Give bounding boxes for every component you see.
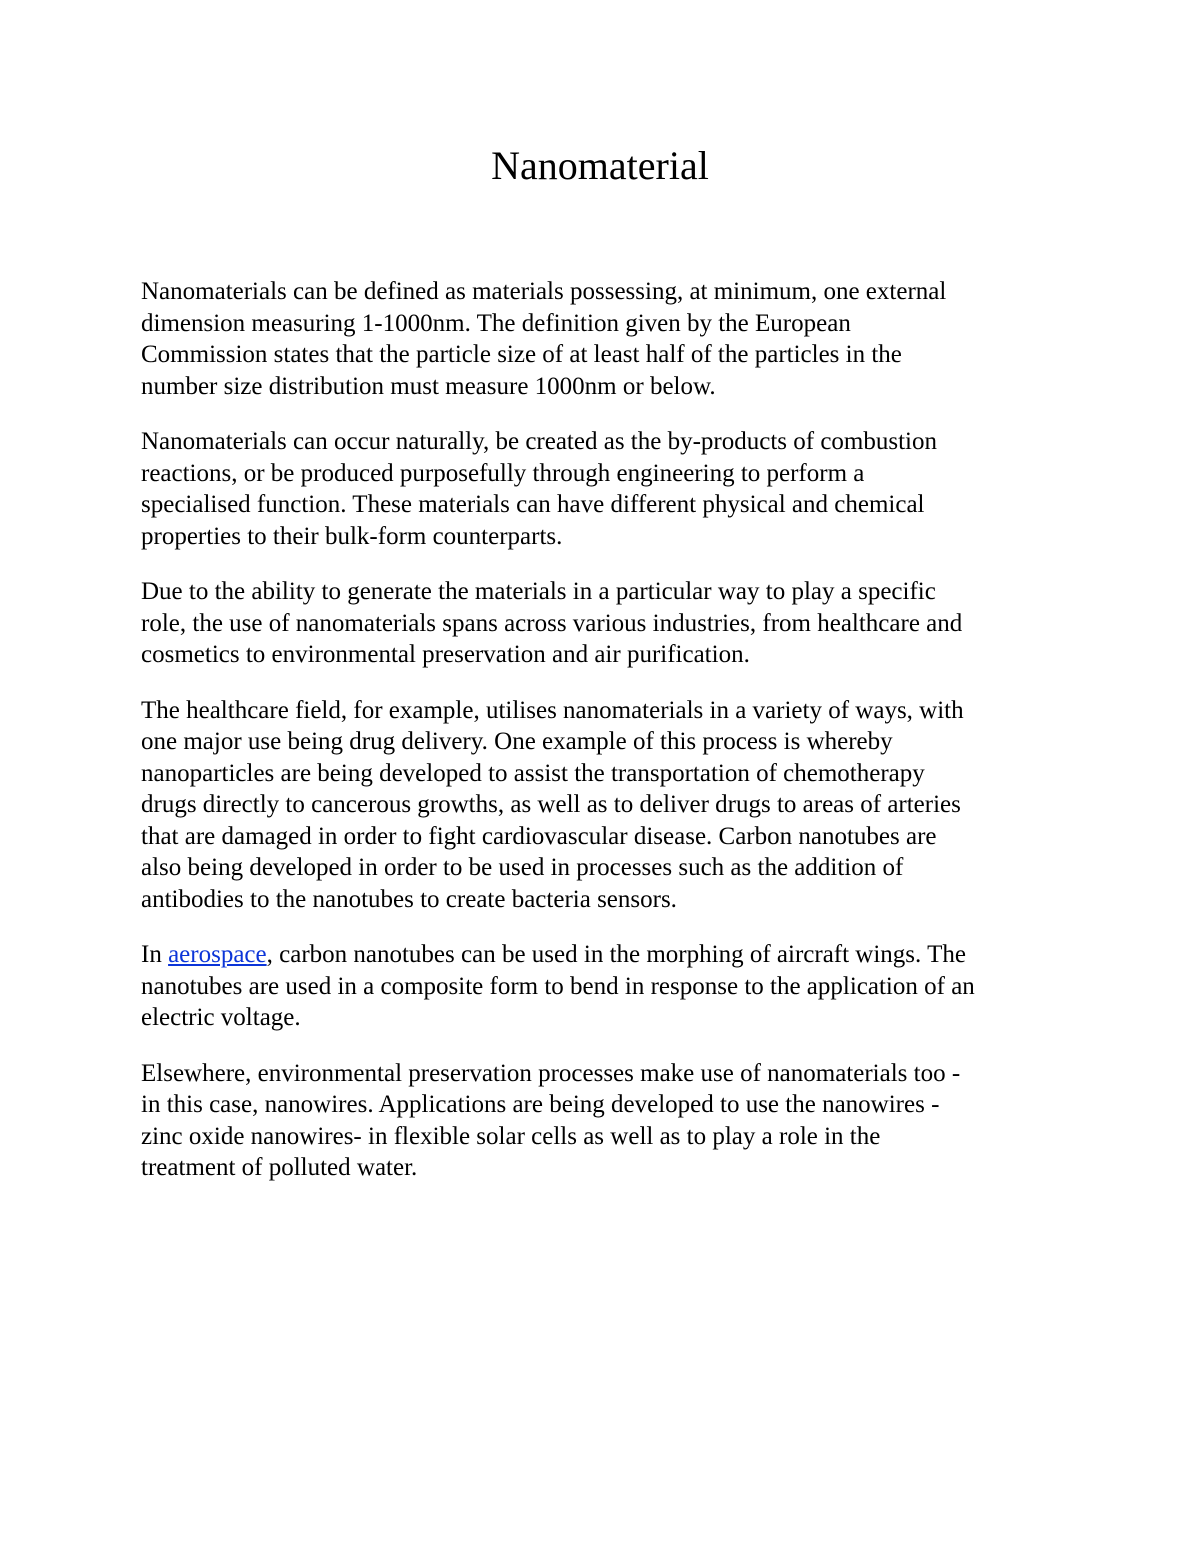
text-line: Nanomaterials can occur naturally, be created as the by-products of combustion — [141, 428, 937, 455]
text-line: electric voltage. — [141, 1004, 301, 1031]
text-suffix: , carbon nanotubes can be used in the morphing of aircraft wings. The — [266, 941, 966, 968]
text-line: Nanomaterials can be defined as materials possessing, at minimum, one external — [141, 278, 947, 305]
text-line: role, the use of nanomaterials spans across various industries, from healthcare and — [141, 609, 963, 637]
text-line: Commission states that the particle size of at least half of the particles in the — [141, 341, 902, 368]
paragraph-aerospace — [141, 939, 1071, 1034]
text-line: specialised function. These materials can have different physical and chemical — [141, 491, 925, 518]
paragraph-environment — [141, 1058, 1071, 1184]
text-line: zinc oxide nanowires- in flexible solar cells as well as to play a role in the — [141, 1122, 881, 1150]
document-title: Nanomaterial — [491, 143, 709, 188]
text-line — [141, 939, 1071, 971]
document-body — [141, 276, 1071, 1208]
paragraph-occurrence — [141, 426, 1071, 552]
text-line: nanotubes are used in a composite form to bend in response to the application of an — [141, 972, 975, 1000]
text-line: in this case, nanowires. Applications are being developed to use the nanowires - — [141, 1091, 940, 1118]
text-prefix: In — [141, 941, 169, 968]
text-line: dimension measuring 1-1000nm. The definition given by the European — [141, 309, 851, 337]
text-line: number size distribution must measure 1000nm or below. — [141, 372, 716, 400]
text-line: reactions, or be produced purposefully through engineering to perform a — [141, 459, 865, 487]
text-line: treatment of polluted water. — [141, 1154, 418, 1181]
text-line: The healthcare field, for example, utilises nanomaterials in a variety of ways, with — [141, 696, 964, 724]
aerospace-link[interactable]: aerospace — [168, 941, 267, 968]
text-line: one major use being drug delivery. One example of this process is whereby — [141, 728, 893, 755]
text-line: antibodies to the nanotubes to create bacteria sensors. — [141, 885, 677, 913]
text-line: nanoparticles are being developed to assist the transportation of chemotherapy — [141, 759, 925, 787]
text-line: that are damaged in order to fight cardiovascular disease. Carbon nanotubes are — [141, 822, 937, 850]
paragraph-healthcare — [141, 695, 1071, 916]
text-line: drugs directly to cancerous growths, as well as to deliver drugs to areas of arteries — [141, 791, 961, 818]
text-line: also being developed in order to be used in processes such as the addition of — [141, 854, 904, 881]
text-line: cosmetics to environmental preservation and air purification. — [141, 641, 750, 668]
paragraph-industries — [141, 576, 1071, 671]
text-line: properties to their bulk-form counterparts. — [141, 522, 563, 550]
paragraph-definition — [141, 276, 1071, 402]
text-line: Elsewhere, environmental preservation processes make use of nanomaterials too - — [141, 1059, 961, 1087]
text-line: Due to the ability to generate the materials in a particular way to play a specific — [141, 578, 936, 605]
